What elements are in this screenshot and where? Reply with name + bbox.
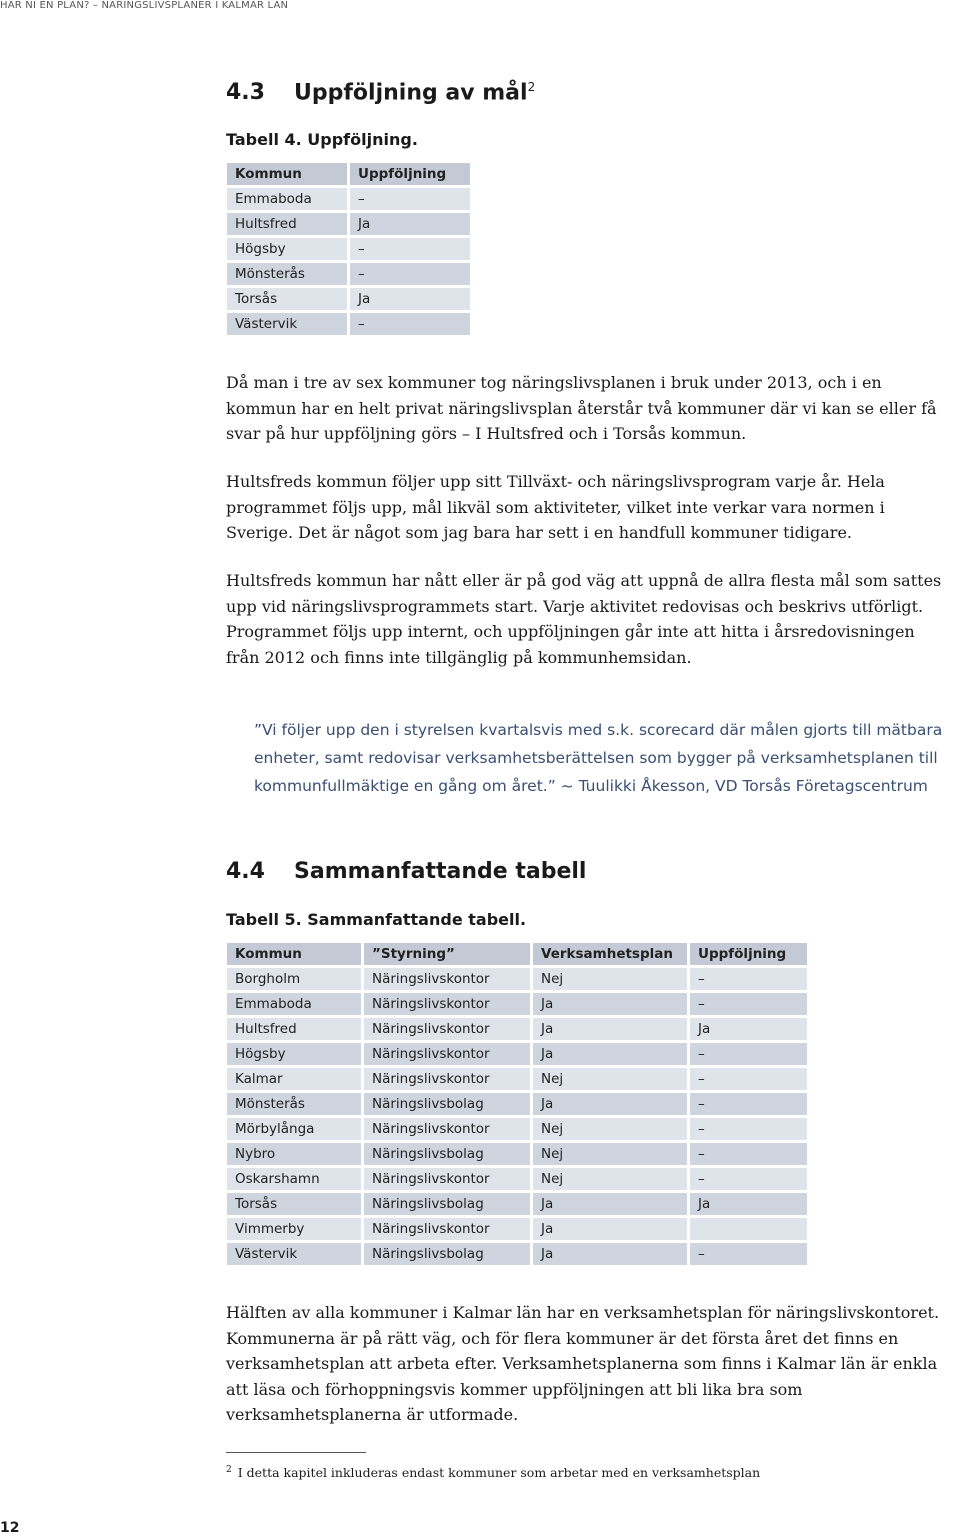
footnote-mark: 2	[226, 1465, 232, 1475]
table-cell: Emmaboda	[227, 993, 364, 1015]
table-cell: –	[350, 313, 470, 335]
table-cell: Näringslivskontor	[364, 1168, 533, 1190]
table-cell: Ja	[533, 1243, 690, 1265]
section-title: Sammanfattande tabell	[294, 859, 587, 884]
table-cell: Näringslivsbolag	[364, 1243, 533, 1265]
table-row	[227, 1193, 807, 1215]
table-cell: Näringslivskontor	[364, 1068, 533, 1090]
table-cell: Nej	[533, 1143, 690, 1165]
table-cell: –	[350, 188, 470, 210]
table-cell: Näringslivskontor	[364, 1118, 533, 1140]
table-cell: Ja	[533, 1043, 690, 1065]
table-row	[227, 1118, 807, 1140]
section-number: 4.3	[226, 80, 265, 106]
table-cell	[690, 1218, 807, 1240]
table-row	[227, 1143, 807, 1165]
table-cell: Torsås	[227, 1193, 364, 1215]
section-heading-4-4	[226, 859, 586, 884]
table-cell: Nej	[533, 1168, 690, 1190]
section-title: Uppföljning av mål	[294, 80, 528, 106]
running-header: HAR NI EN PLAN? – NÄRINGSLIVSPLANER I KALMAR LÄN	[0, 0, 289, 11]
table-row	[227, 1243, 807, 1265]
closing-paragraph: Hälften av alla kommuner i Kalmar län har en verksamhetsplan för näringslivskontoret. Kommunerna är på rätt väg, och för flera kommuner är det första året det finns en verksamhetsplan att arbeta efter. Verksamhetsplanerna som finns i Kalmar län är enkla att läsa och förhoppningsvis kommer uppföljningen att bli lika bra som verksamhetsplanerna är utformade.	[226, 1303, 940, 1424]
table-cell: Ja	[690, 1018, 807, 1040]
column-header: Uppföljning	[350, 163, 470, 185]
paragraph-2: Hultsfreds kommun följer upp sitt Tillväxt- och näringslivsprogram varje år. Hela programmet följs upp, mål likväl som aktiviteter, vilket inte verkar vara normen i Sverige. Det är något som jag bara har sett i en handfull kommuner tidigare.	[226, 472, 885, 542]
table-row	[227, 288, 470, 310]
table-5	[227, 940, 807, 1268]
table-row	[227, 993, 807, 1015]
table-cell: Borgholm	[227, 968, 364, 990]
table-cell: Oskarshamn	[227, 1168, 364, 1190]
table-row	[227, 1043, 807, 1065]
table-row	[227, 188, 470, 210]
table-cell: Ja	[350, 288, 470, 310]
table-cell: Ja	[533, 1218, 690, 1240]
quote-block: ”Vi följer upp den i styrelsen kvartalsvis med s.k. scorecard där målen gjorts till mätbara enheter, samt redovisar verksamhetsberättelsen som bygger på verksamhetsplanen till kommunfullmäktige en gång om året.” ~ Tuulikki Åkesson, VD Torsås Företagscentrum	[254, 721, 943, 795]
table-cell: Näringslivsbolag	[364, 1143, 533, 1165]
table-4	[227, 160, 470, 338]
table-cell: Mönsterås	[227, 263, 350, 285]
table-cell: Nej	[533, 1118, 690, 1140]
table-cell: –	[690, 1093, 807, 1115]
table-cell: Mörbylånga	[227, 1118, 364, 1140]
table-cell: –	[690, 968, 807, 990]
column-header: Kommun	[227, 163, 350, 185]
table-cell: Ja	[533, 1193, 690, 1215]
table-cell: Nej	[533, 1068, 690, 1090]
section-heading-4-3	[226, 80, 535, 105]
table-cell: Emmaboda	[227, 188, 350, 210]
table-cell: Näringslivsbolag	[364, 1193, 533, 1215]
table-cell: –	[690, 993, 807, 1015]
table-cell: Ja	[350, 213, 470, 235]
column-header: Verksamhetsplan	[533, 943, 690, 965]
column-header: ”Styrning”	[364, 943, 533, 965]
table-cell: Näringslivskontor	[364, 1218, 533, 1240]
table-cell: Ja	[533, 1093, 690, 1115]
table-cell: Högsby	[227, 1043, 364, 1065]
table-row	[227, 213, 470, 235]
table-row	[227, 1093, 807, 1115]
table-cell: Torsås	[227, 288, 350, 310]
footnote-text: I detta kapitel inkluderas endast kommuner som arbetar med en verksamhetsplan	[237, 1465, 761, 1481]
footnote-ref: 2	[527, 80, 536, 94]
table-cell: –	[690, 1168, 807, 1190]
table-cell: –	[690, 1143, 807, 1165]
table-cell: Näringslivskontor	[364, 968, 533, 990]
table-cell: Nybro	[227, 1143, 364, 1165]
column-header: Uppföljning	[690, 943, 807, 965]
table-cell: Nej	[533, 968, 690, 990]
table-row	[227, 968, 807, 990]
table-cell: Hultsfred	[227, 1018, 364, 1040]
table-5-caption: Tabell 5. Sammanfattande tabell.	[226, 910, 527, 929]
footnote	[226, 1465, 760, 1480]
paragraph-3: Hultsfreds kommun har nått eller är på god väg att uppnå de allra flesta mål som sattes upp vid näringslivsprogrammets start. Varje aktivitet redovisas och beskrivs utförligt. Programmet följs upp internt, och uppföljningen går inte att hitta i årsredovisningen från 2012 och finns inte tillgänglig på kommunhemsidan.	[226, 571, 942, 667]
table-row	[227, 1218, 807, 1240]
table-cell: –	[350, 263, 470, 285]
table-cell: Näringslivskontor	[364, 1018, 533, 1040]
table-row	[227, 1068, 807, 1090]
table-cell: Västervik	[227, 313, 350, 335]
table-cell: –	[350, 238, 470, 260]
paragraph-1: Då man i tre av sex kommuner tog näringslivsplanen i bruk under 2013, och i en kommun har en helt privat näringslivsplan återstår två kommuner där vi kan se eller få svar på hur uppföljning görs – I Hultsfred och i Torsås kommun.	[226, 373, 937, 443]
table-cell: Ja	[533, 993, 690, 1015]
table-row	[227, 1168, 807, 1190]
section-number: 4.4	[226, 859, 265, 884]
table-row	[227, 238, 470, 260]
table-4-caption: Tabell 4. Uppföljning.	[226, 130, 418, 149]
table-row	[227, 313, 470, 335]
footnote-divider	[226, 1452, 366, 1453]
table-cell: Hultsfred	[227, 213, 350, 235]
table-cell: –	[690, 1118, 807, 1140]
table-cell: Västervik	[227, 1243, 364, 1265]
table-cell: –	[690, 1068, 807, 1090]
page-number: 12	[0, 1520, 20, 1536]
table-cell: Ja	[533, 1018, 690, 1040]
table-row	[227, 263, 470, 285]
table-cell: Näringslivskontor	[364, 993, 533, 1015]
table-cell: –	[690, 1243, 807, 1265]
table-cell: Mönsterås	[227, 1093, 364, 1115]
table-row	[227, 1018, 807, 1040]
column-header: Kommun	[227, 943, 364, 965]
table-cell: Vimmerby	[227, 1218, 364, 1240]
table-cell: Näringslivsbolag	[364, 1093, 533, 1115]
table-cell: –	[690, 1043, 807, 1065]
table-cell: Kalmar	[227, 1068, 364, 1090]
table-cell: Ja	[690, 1193, 807, 1215]
table-cell: Näringslivskontor	[364, 1043, 533, 1065]
table-cell: Högsby	[227, 238, 350, 260]
